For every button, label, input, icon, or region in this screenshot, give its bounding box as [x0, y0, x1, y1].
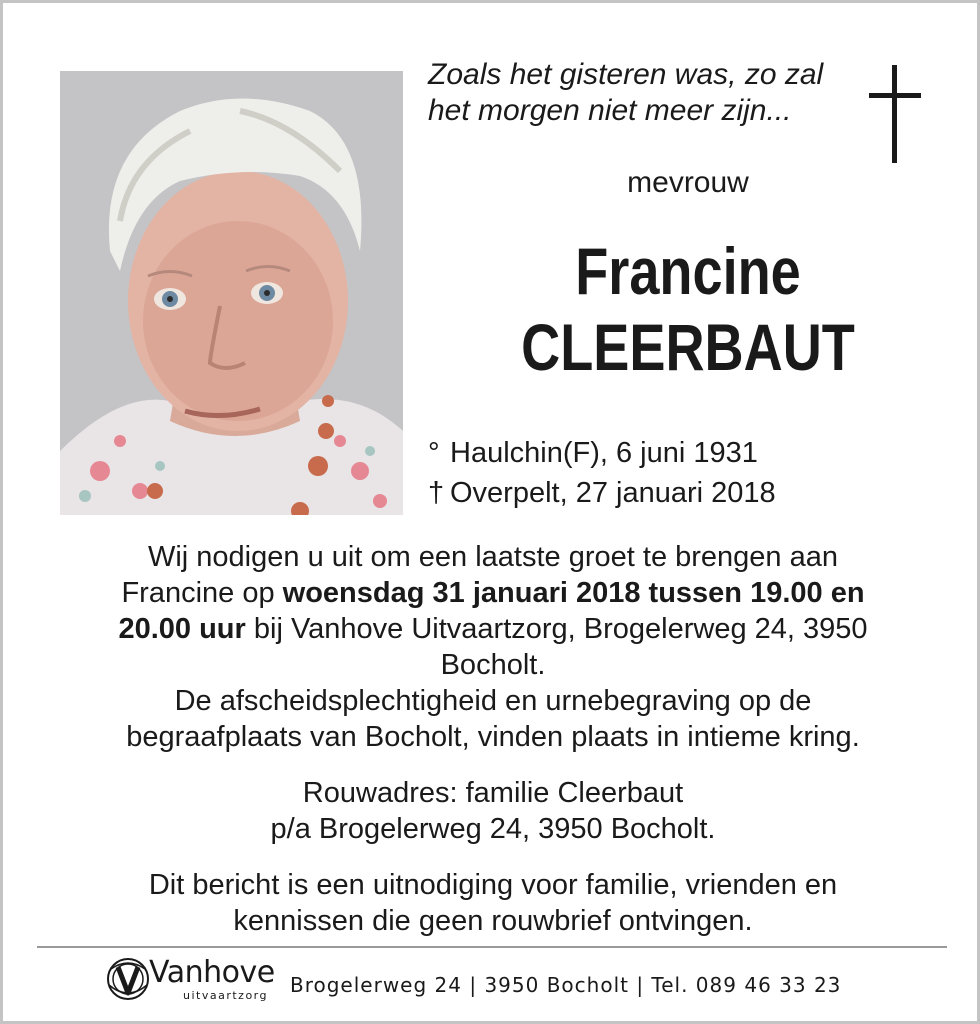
birth-date: Haulchin(F), 6 juni 1931 — [450, 437, 758, 469]
cross-icon — [865, 65, 925, 163]
death-cross-icon: † — [428, 477, 445, 509]
notice-line-1: Dit bericht is een uitnodiging voor familie, vrienden en — [148, 869, 838, 901]
invitation-line-5: De afscheidsplechtigheid en urnebegraving op de — [174, 685, 812, 717]
logo-name: Vanhove — [149, 955, 275, 990]
mourning-address — [43, 775, 943, 847]
honorific: mevrouw — [627, 166, 749, 199]
footer-contact: Brogelerweg 24 | 3950 Bocholt | Tel. 089 46 33 23 — [290, 973, 842, 997]
footer-divider — [37, 946, 947, 948]
logo-subtitle: uitvaartzorg — [183, 989, 268, 1002]
birth-line — [428, 433, 776, 473]
quote-line-1: Zoals het gisteren was, zo zal — [428, 58, 824, 91]
first-name: Francine — [575, 234, 801, 308]
invitation-paragraph — [43, 539, 943, 755]
footer — [103, 953, 963, 1013]
death-date: Overpelt, 27 januari 2018 — [450, 477, 776, 509]
notice-paragraph — [43, 867, 943, 939]
birth-symbol: ° — [428, 437, 440, 469]
invitation-line-3-rest: bij Vanhove Uitvaartzorg, Brogelerweg 24, 3950 — [245, 613, 868, 645]
invitation-line-2-bold: woensdag 31 januari 2018 tussen 19.00 en — [282, 577, 865, 609]
memorial-quote — [428, 57, 848, 129]
invitation-line-3-bold: 20.00 uur — [118, 613, 246, 645]
invitation-line-2-prefix: Francine op — [121, 577, 283, 609]
address-line-2: p/a Brogelerweg 24, 3950 Bocholt. — [270, 813, 716, 845]
address-line-1: Rouwadres: familie Cleerbaut — [302, 777, 684, 809]
life-dates — [428, 433, 776, 513]
announcement-text — [43, 539, 943, 939]
death-line — [428, 473, 776, 513]
invitation-line-4: Bocholt. — [440, 649, 546, 681]
notice-line-2: kennissen die geen rouwbrief ontvingen. — [233, 905, 753, 937]
deceased-name-block — [433, 163, 943, 385]
invitation-line-1: Wij nodigen u uit om een laatste groet te brengen aan — [147, 541, 838, 573]
portrait-photo — [60, 71, 403, 515]
last-name: CLEERBAUT — [521, 310, 855, 384]
portrait-illustration — [60, 71, 403, 515]
vanhove-logo-icon — [103, 955, 153, 1003]
quote-line-2: het morgen niet meer zijn... — [428, 94, 792, 127]
invitation-line-6: begraafplaats van Bocholt, vinden plaats in intieme kring. — [126, 721, 860, 753]
